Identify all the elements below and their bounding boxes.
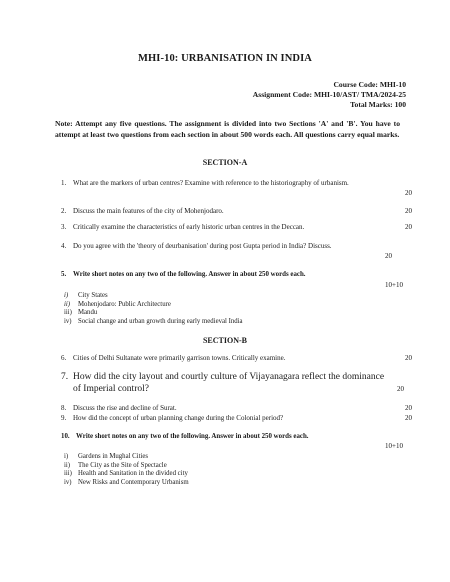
question-text: Critically examine the characteristics of early historic urban centres in the Deccan.: [73, 223, 305, 231]
question-text: Discuss the rise and decline of Surat.: [73, 404, 177, 412]
question-marks: 20: [405, 404, 412, 412]
question-8: [61, 404, 412, 414]
course-code: Course Code: MHI-10: [333, 80, 406, 89]
question-number: 7.: [61, 372, 69, 382]
question-10: [61, 432, 406, 442]
document-title: MHI-10: URBANISATION IN INDIA: [138, 53, 312, 64]
question-text: Discuss the main features of the city of Mohenjodaro.: [73, 207, 224, 215]
assignment-code: Assignment Code: MHI-10/AST/ TMA/2024-25: [252, 90, 406, 99]
question-2: [61, 207, 412, 217]
question-3: [61, 223, 412, 233]
short-note-a-3: iii) Mandu: [64, 309, 98, 316]
short-note-b-3: iii) Health and Sanitation in the divided city: [64, 470, 188, 477]
question-number: 8.: [61, 404, 67, 412]
question-number: 5.: [61, 271, 67, 278]
question-number: 1.: [61, 179, 67, 187]
question-6: [61, 354, 412, 364]
question-4: [61, 242, 406, 260]
question-marks: 20: [405, 223, 412, 231]
question-1: [61, 179, 412, 197]
question-text: Write short notes on any two of the following. Answer in about 250 words each.: [73, 271, 306, 278]
question-9: [61, 414, 412, 424]
short-note-a-4: iv) Social change and urban growth during early medieval India: [64, 317, 243, 325]
question-marks: 20: [405, 414, 412, 422]
question-5-marks: 10+10: [385, 281, 403, 289]
section-b-heading: SECTION-B: [202, 336, 247, 345]
question-10-marks: 10+10: [385, 442, 403, 450]
question-marks: 20: [405, 188, 412, 197]
question-7-marks: 20: [397, 385, 404, 393]
short-note-b-1: i) Gardens in Mughal Cities: [64, 453, 149, 460]
question-number: 2.: [61, 207, 67, 215]
question-text: Do you agree with the 'theory of deurbanisation' during post Gupta period in India? Discuss.: [73, 242, 332, 250]
short-note-b-4: iv) New Risks and Contemporary Urbanism: [64, 478, 189, 486]
question-marks: 20: [385, 251, 392, 260]
short-note-a-2: ii) Mohenjodaro: Public Architecture: [64, 300, 171, 308]
question-number: 4.: [61, 242, 67, 250]
question-text: How did the city layout and courtly culture of Vijayanagara reflect the dominance of Imperial control?: [73, 372, 385, 394]
question-7: [61, 372, 391, 395]
question-marks: 20: [405, 354, 412, 362]
short-note-b-2: ii) The City as the Site of Spectacle: [64, 461, 167, 469]
question-5: [61, 270, 406, 280]
question-number: 3.: [61, 223, 67, 231]
question-text: How did the concept of urban planning change during the Colonial period?: [73, 414, 284, 422]
short-note-a-1: i) City States: [64, 292, 108, 299]
question-number: 10.: [61, 433, 70, 440]
question-number: 6.: [61, 354, 67, 362]
question-text: What are the markers of urban centres? Examine with reference to the historiography of urbanism.: [73, 179, 349, 187]
question-marks: 20: [405, 207, 412, 215]
question-text: Write short notes on any two of the following. Answer in about 250 words each.: [76, 433, 309, 440]
question-number: 9.: [61, 414, 67, 422]
instructions-note: Note: Attempt any five questions. The assignment is divided into two Sections 'A' and 'B'. You have to attempt at least two questions from each section in about 500 words each. All questions carry equal marks.: [55, 119, 400, 139]
section-a-heading: SECTION-A: [202, 158, 248, 167]
question-text: Cities of Delhi Sultanate were primarily garrison towns. Critically examine.: [73, 354, 286, 362]
total-marks: Total Marks: 100: [350, 100, 406, 109]
